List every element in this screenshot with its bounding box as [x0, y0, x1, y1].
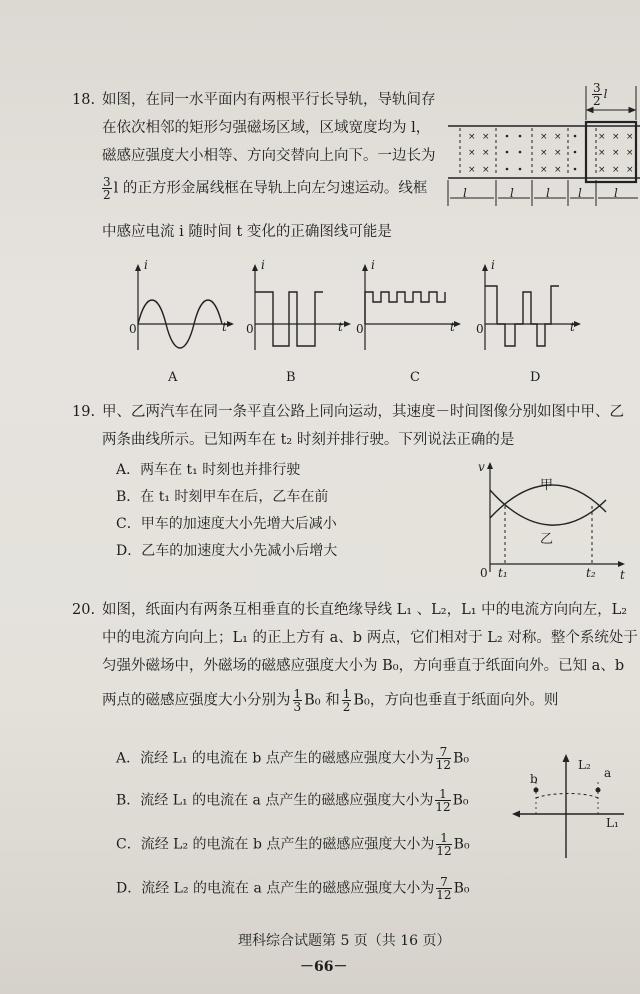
svg-text:×: × — [626, 132, 634, 142]
q19-label-t2: t₂ — [586, 566, 596, 580]
q20-line4: 两点的磁感应强度大小分别为 $\frac{1}{3}$ B₀ 和 $\frac{1}{2}$ B₀，方向也垂直于纸面向外。则 — [102, 687, 559, 714]
q18-graph-a-i-label: i — [144, 258, 148, 272]
q18-line1: 如图，在同一水平面内有两根平行长导轨，导轨间存 — [102, 92, 436, 108]
q18-line3: 磁感应强度大小相等、方向交替向上向下。一边长为 — [102, 148, 436, 164]
q19-number: 19. — [72, 404, 96, 420]
svg-text:×: × — [554, 165, 562, 175]
q18-line5: 中感应电流 i 随时间 t 变化的正确图线可能是 — [102, 224, 392, 240]
q18-option-b: B — [286, 370, 296, 385]
svg-text:×: × — [482, 165, 490, 175]
q18-fig-top-dimension: $\frac{3}{2}$ l — [593, 81, 608, 108]
q20-option-b: B．流经 L₁ 的电流在 a 点产生的磁感应强度大小为 $\frac{1}{12}$ B₀ — [116, 787, 469, 814]
q19-label-yi: 乙 — [540, 532, 554, 547]
svg-text:×: × — [626, 165, 634, 175]
svg-text:×: × — [554, 148, 562, 158]
q18-graph-d-origin: 0 — [476, 322, 484, 336]
svg-text:×: × — [626, 148, 634, 158]
q18-fig-width-2: l — [510, 186, 514, 200]
svg-text:×: × — [468, 148, 476, 158]
q18-option-c: C — [410, 370, 420, 385]
q20-label-L2: L₂ — [578, 758, 591, 772]
q19-axis-t: t — [620, 568, 625, 582]
q18-graph-d — [475, 262, 585, 352]
q18-graph-c-t-label: t — [450, 320, 455, 334]
svg-text:×: × — [612, 148, 620, 158]
q18-line4: $\frac{3}{2}$ l 的正方形金属线框在导轨上向左匀速运动。线框 — [103, 175, 428, 202]
svg-text:×: × — [598, 165, 606, 175]
q18-graph-b-i-label: i — [261, 258, 265, 272]
svg-text:×: × — [468, 132, 476, 142]
q20-option-a: A．流经 L₁ 的电流在 b 点产生的磁感应强度大小为 $\frac{7}{12}$ B₀ — [116, 745, 469, 772]
svg-text:×: × — [612, 165, 620, 175]
q18-graph-d-t-label: t — [570, 320, 575, 334]
q19-label-t1: t₁ — [498, 566, 508, 580]
svg-text:×: × — [540, 148, 548, 158]
q19-origin: 0 — [480, 566, 488, 580]
q18-graph-d-i-label: i — [491, 258, 495, 272]
q20-point-a: a — [604, 766, 612, 780]
q18-graph-c-i-label: i — [371, 258, 375, 272]
q20-line1: 如图，纸面内有两条互相垂直的长直绝缘导线 L₁ 、L₂，L₁ 中的电流方向向左，L₂ — [102, 602, 628, 618]
svg-text:×: × — [540, 165, 548, 175]
q19-line2: 两条曲线所示。已知两车在 t₂ 时刻并排行驶。下列说法正确的是 — [102, 432, 515, 448]
q18-fig-width-5: l — [614, 186, 618, 200]
q18-graph-b-t-label: t — [338, 320, 343, 334]
q19-option-a: A．两车在 t₁ 时刻也并排行驶 — [116, 462, 301, 478]
svg-text:×: × — [540, 132, 548, 142]
q19-axis-v: v — [478, 460, 485, 474]
q20-line3: 匀强外磁场中，外磁场的磁感应强度大小为 B₀，方向垂直于纸面向外。已知 a、b — [102, 658, 625, 674]
svg-text:×: × — [482, 148, 490, 158]
svg-text:×: × — [598, 148, 606, 158]
q18-number: 18. — [72, 92, 96, 108]
q19-option-c: C．甲车的加速度大小先增大后减小 — [116, 516, 337, 532]
q18-graph-c — [355, 262, 465, 352]
page-footer: 理科综合试题第 5 页（共 16 页） — [238, 933, 451, 949]
q18-graph-a — [128, 262, 238, 352]
q19-label-jia: 甲 — [540, 478, 554, 493]
q18-fig-width-3: l — [546, 186, 550, 200]
q20-option-c: C．流经 L₂ 的电流在 b 点产生的磁感应强度大小为 $\frac{1}{12}$ B₀ — [116, 831, 470, 858]
q19-option-b: B．在 t₁ 时刻甲车在后，乙车在前 — [116, 489, 329, 505]
q20-label-L1: L₁ — [606, 816, 619, 830]
q18-graph-b — [245, 262, 355, 352]
q19-line1: 甲、乙两汽车在同一条平直公路上同向运动，其速度－时间图像分别如图中甲、乙 — [102, 404, 624, 420]
svg-text:×: × — [598, 132, 606, 142]
q18-line2: 在依次相邻的矩形匀强磁场区域，区域宽度均为 l， — [102, 120, 431, 136]
q20-option-d: D．流经 L₂ 的电流在 a 点产生的磁感应强度大小为 $\frac{7}{12}$ B₀ — [116, 875, 470, 902]
q19-option-d: D．乙车的加速度大小先减小后增大 — [116, 543, 338, 559]
page-number: －66－ — [300, 959, 348, 975]
svg-text:×: × — [482, 132, 490, 142]
q20-number: 20. — [72, 602, 96, 618]
q18-graph-b-origin: 0 — [246, 322, 254, 336]
svg-text:×: × — [554, 132, 562, 142]
q20-wire-figure — [506, 752, 636, 862]
q18-graph-a-origin: 0 — [129, 322, 137, 336]
q18-fig-width-4: l — [578, 186, 582, 200]
svg-text:×: × — [612, 132, 620, 142]
q18-graph-a-t-label: t — [222, 320, 227, 334]
q18-graph-c-origin: 0 — [356, 322, 364, 336]
q20-line2: 中的电流方向向上；L₁ 的正上方有 a、b 两点，它们相对于 L₂ 对称。整个系统处于 — [102, 630, 638, 646]
q18-fig-width-1: l — [463, 186, 467, 200]
q20-point-b: b — [530, 772, 538, 786]
q18-option-d: D — [530, 370, 541, 385]
q18-fraction: $\frac{3}{2}$ — [103, 175, 111, 202]
svg-text:×: × — [468, 165, 476, 175]
q18-option-a: A — [168, 370, 178, 385]
q18-field-figure — [448, 82, 640, 212]
